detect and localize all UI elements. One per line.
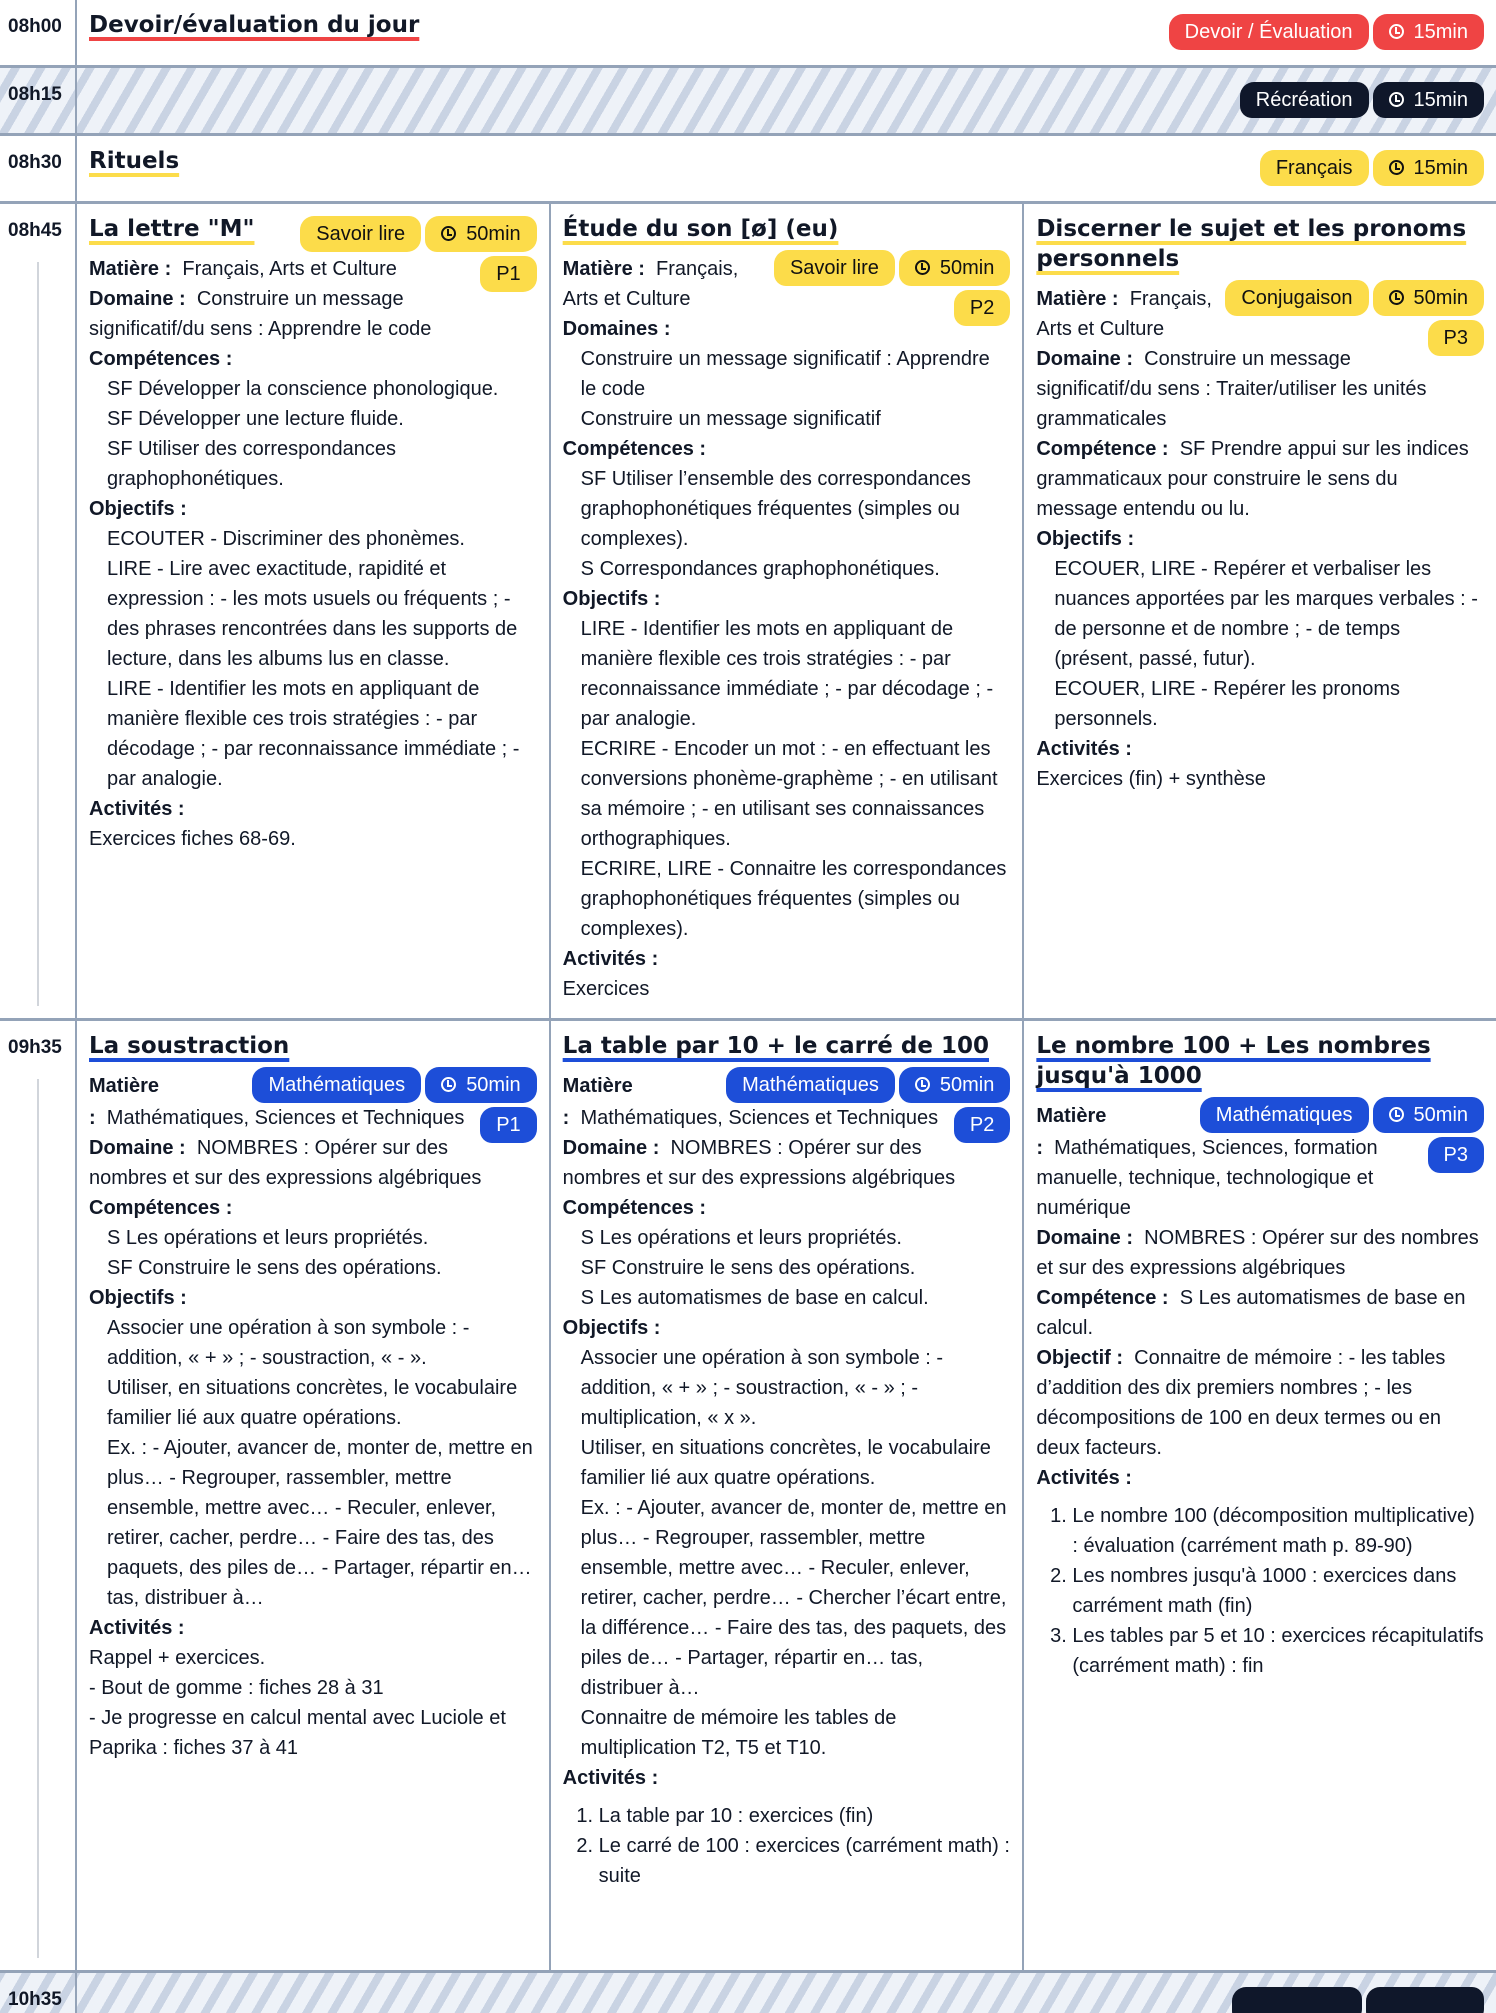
section-label: Matière : <box>562 1075 633 1129</box>
detail-section <box>563 1133 1011 1193</box>
subject-badge[interactable]: Devoir / Évaluation <box>1169 14 1369 50</box>
clock-icon <box>1389 290 1404 305</box>
section-label: Activités : <box>89 798 185 820</box>
section-label: Domaine : <box>89 1137 186 1159</box>
section-label: Compétence : <box>1036 438 1169 460</box>
section-label: Matière : <box>89 1075 160 1129</box>
duration-badge[interactable] <box>899 250 1010 286</box>
section-item: Associer une opération à son symbole : - addition, « + » ; - soustraction, « - ». <box>107 1317 470 1369</box>
section-item: SF Construire le sens des opérations. <box>107 1257 442 1279</box>
period-badge: P2 <box>954 1107 1010 1143</box>
detail-section <box>563 314 1011 434</box>
detail-section <box>563 944 1011 1004</box>
section-value: Mathématiques, Sciences et Techniques <box>106 1107 465 1129</box>
detail-section <box>563 434 1011 584</box>
duration-label: 50min <box>939 1074 995 1096</box>
clock-icon <box>441 226 456 241</box>
section-label: Objectifs : <box>89 1287 187 1309</box>
subject-badge[interactable]: Mathématiques <box>1200 1097 1369 1133</box>
lesson-card <box>1024 1021 1496 1970</box>
section-value: S Les automatismes de base en calcul. <box>1036 1287 1466 1339</box>
duration-label: 15min <box>1413 89 1468 111</box>
duration-badge[interactable] <box>1373 82 1484 118</box>
section-value: Mathématiques, Sciences, formation manuelle, technique, technologique et numérique <box>1036 1137 1378 1219</box>
section-text: Exercices <box>562 978 650 1000</box>
activity-title[interactable]: Rituels <box>89 148 180 174</box>
lesson-title[interactable]: Discerner le sujet et les pronoms personnels <box>1036 216 1467 272</box>
section-label: Objectifs : <box>562 1317 661 1339</box>
activity-slot[interactable] <box>77 0 1496 65</box>
section-label: Matière : <box>89 258 172 280</box>
activity-list <box>563 1801 1011 1891</box>
section-label: Matière : <box>562 258 645 280</box>
badge-group <box>1240 82 1484 118</box>
badge-group <box>1200 1097 1484 1133</box>
duration-label: 50min <box>1413 1104 1469 1126</box>
section-label: Compétence : <box>1036 1287 1169 1309</box>
section-label: Compétences : <box>562 1197 707 1219</box>
lesson-title[interactable]: La soustraction <box>89 1033 290 1059</box>
section-item: S Les opérations et leurs propriétés. <box>580 1227 902 1249</box>
subject-badge[interactable] <box>1232 1987 1362 2013</box>
lesson-card <box>1024 204 1496 1018</box>
section-item: Ex. : - Ajouter, avancer de, monter de, mettre en plus… - Regrouper, rassembler, mettre ensemble, mettre avec… - Reculer, enlever, retirer, cacher, perdre… - Chercher l’écart entre, la différence… - Faire des tas, des paquets, des piles de… - Partager, répartir en… tas, distribuer à… <box>580 1497 1007 1699</box>
section-item: Construire un message significatif <box>580 408 881 430</box>
section-label: Domaine : <box>1036 1227 1134 1249</box>
section-item: Construire un message significatif : Apprendre le code <box>580 348 990 400</box>
clock-icon <box>915 260 930 275</box>
lesson-title[interactable]: La lettre "M" <box>89 216 255 242</box>
section-label: Objectifs : <box>1036 528 1135 550</box>
break-slot <box>77 68 1496 133</box>
duration-badge[interactable] <box>1366 1987 1484 2013</box>
section-label: Domaine : <box>1036 348 1134 370</box>
clock-icon <box>1389 160 1404 175</box>
badge-group <box>252 1067 536 1103</box>
section-value: Mathématiques, Sciences et Techniques <box>580 1107 939 1129</box>
section-item: SF Développer la conscience phonologique. <box>107 378 499 400</box>
timeline-line <box>37 262 39 1006</box>
section-item: ECOUTER - Discriminer des phonèmes. <box>107 528 465 550</box>
section-value: SF Prendre appui sur les indices grammaticaux pour construire le sens du message entendu ou lu. <box>1036 438 1469 520</box>
detail-section <box>1036 734 1484 794</box>
section-label: Activités : <box>562 948 659 970</box>
detail-section <box>563 584 1011 944</box>
activity-list-item: 1. Le nombre 100 (décomposition multiplicative) : évaluation (carrément math p. 89-90) <box>1072 1501 1484 1561</box>
period-badge: P1 <box>480 256 536 292</box>
duration-badge[interactable] <box>1373 14 1484 50</box>
duration-badge[interactable] <box>1373 150 1484 186</box>
section-item: Utiliser, en situations concrètes, le vocabulaire familier lié aux quatre opérations. <box>107 1377 518 1429</box>
section-label: Objectifs : <box>562 588 661 610</box>
duration-label: 50min <box>1413 287 1469 309</box>
section-value: Français, Arts et Culture <box>182 258 397 280</box>
duration-label: 50min <box>939 257 995 279</box>
lesson-card <box>551 204 1025 1018</box>
section-label: Compétences : <box>89 1197 233 1219</box>
time-slot-row <box>0 0 1496 68</box>
lesson-details <box>563 254 1011 1004</box>
section-item: ECOUER, LIRE - Repérer et verbaliser les nuances apportées par les marques verbales : - de personne et de nombre ; - de temps (présent, passé, futur). <box>1054 558 1478 670</box>
activity-list-item: 2. Le carré de 100 : exercices (carrément math) : suite <box>599 1831 1011 1891</box>
section-label: Matière : <box>1036 288 1119 310</box>
activity-slot[interactable] <box>77 136 1496 201</box>
duration-badge[interactable] <box>1373 1097 1484 1133</box>
detail-section <box>89 284 537 344</box>
section-value: Construire un message significatif/du sens : Traiter/utiliser les unités grammaticales <box>1036 348 1427 430</box>
detail-section <box>563 1313 1011 1763</box>
clock-icon <box>1389 92 1404 107</box>
lesson-card <box>77 204 551 1018</box>
section-value: Construire un message significatif/du sens : Apprendre le code <box>89 288 432 340</box>
section-value: NOMBRES : Opérer sur des nombres et sur des expressions algébriques <box>89 1137 482 1189</box>
section-label: Domaines : <box>562 318 671 340</box>
period-badge: P2 <box>954 290 1010 326</box>
section-label: Activités : <box>562 1767 659 1789</box>
lesson-details <box>89 1071 537 1763</box>
section-label: Matière : <box>1036 1105 1107 1159</box>
subject-badge[interactable]: Savoir lire <box>300 216 421 252</box>
section-item: S Les automatismes de base en calcul. <box>580 1287 929 1309</box>
section-item: LIRE - Identifier les mots en appliquant de manière flexible ces trois stratégies : - par reconnaissance immédiate ; - par décodage ; - par analogie. <box>580 618 994 730</box>
time-label <box>0 204 77 1018</box>
lesson-row <box>0 1021 1496 1973</box>
section-item: ECOUER, LIRE - Repérer les pronoms personnels. <box>1054 678 1401 730</box>
lesson-details <box>563 1071 1011 1891</box>
section-item: ECRIRE - Encoder un mot : - en effectuant les conversions phonème-graphème ; - en utilisant sa mémoire ; - en utilisant ses connaissances orthographiques. <box>580 738 998 850</box>
lesson-card <box>551 1021 1025 1970</box>
detail-section <box>89 344 537 494</box>
section-text: Exercices (fin) + synthèse <box>1036 768 1266 790</box>
section-label: Compétences : <box>562 438 707 460</box>
section-item: SF Construire le sens des opérations. <box>580 1257 916 1279</box>
subject-badge[interactable]: Mathématiques <box>252 1067 421 1103</box>
section-label: Compétences : <box>89 348 233 370</box>
timeline-line <box>37 1079 39 1958</box>
duration-label: 15min <box>1413 21 1468 43</box>
time-label: 08h30 <box>0 136 77 201</box>
detail-section <box>89 494 537 794</box>
break-slot <box>77 1973 1496 2013</box>
lesson-title[interactable]: La table par 10 + le carré de 100 <box>562 1033 989 1059</box>
detail-section <box>89 1613 537 1763</box>
time-label: 08h15 <box>0 68 77 133</box>
subject-badge[interactable]: Récréation <box>1240 82 1369 118</box>
detail-section <box>1036 1343 1484 1463</box>
section-text: - Je progresse en calcul mental avec Luciole et Paprika : fiches 37 à 41 <box>89 1707 506 1759</box>
time-slot-row <box>0 1973 1496 2013</box>
section-item: SF Utiliser l’ensemble des correspondances graphophonétiques fréquentes (simples ou complexes). <box>580 468 971 550</box>
detail-section <box>563 1193 1011 1313</box>
badge-group <box>1225 280 1484 316</box>
duration-badge[interactable] <box>899 1067 1010 1103</box>
section-value: Connaitre de mémoire : - les tables d’addition des dix premiers nombres ; - les décompositions de 100 en deux termes ou en deux facteurs. <box>1036 1347 1446 1459</box>
time-slot-row <box>0 68 1496 136</box>
subject-badge[interactable]: Savoir lire <box>774 250 895 286</box>
lesson-row <box>0 204 1496 1021</box>
detail-section <box>1036 1463 1484 1681</box>
section-item: LIRE - Identifier les mots en appliquant de manière flexible ces trois stratégies : - par décodage ; - par reconnaissance immédiate ; - par analogie. <box>107 678 520 790</box>
lesson-title[interactable]: Le nombre 100 + Les nombres jusqu'à 1000 <box>1036 1033 1431 1089</box>
section-item: SF Utiliser des correspondances graphophonétiques. <box>107 438 397 490</box>
section-item: LIRE - Lire avec exactitude, rapidité et expression : - les mots usuels ou fréquents ; - des phrases rencontrées dans les supports de lecture, dans les albums lus en classe. <box>107 558 518 670</box>
detail-section <box>89 794 537 854</box>
section-label: Objectif : <box>1036 1347 1124 1369</box>
duration-label: 50min <box>466 1074 521 1096</box>
detail-section <box>1036 434 1484 524</box>
detail-section <box>1036 344 1484 434</box>
duration-label: 50min <box>466 223 521 245</box>
time-text: 08h45 <box>8 220 62 241</box>
lesson-details <box>89 254 537 854</box>
detail-section <box>89 1133 537 1193</box>
detail-section <box>89 1193 537 1283</box>
period-badge: P1 <box>480 1107 536 1143</box>
duration-badge[interactable] <box>425 216 536 252</box>
section-item: ECRIRE, LIRE - Connaitre les correspondances graphophonétiques fréquentes (simples ou complexes). <box>580 858 1007 940</box>
detail-section <box>1036 1223 1484 1283</box>
activity-list-item: 1. La table par 10 : exercices (fin) <box>599 1801 1011 1831</box>
section-label: Activités : <box>1036 738 1132 760</box>
badge-group <box>726 1067 1010 1103</box>
section-item: S Correspondances graphophonétiques. <box>580 558 940 580</box>
lesson-card <box>77 1021 551 1970</box>
activity-list <box>1036 1501 1484 1681</box>
detail-section <box>1036 524 1484 734</box>
period-badge: P3 <box>1428 320 1484 356</box>
lesson-details <box>1036 284 1484 794</box>
duration-badge[interactable] <box>425 1067 536 1103</box>
section-label: Activités : <box>1036 1467 1132 1489</box>
section-value: Français, Arts et Culture <box>562 258 739 310</box>
subject-badge[interactable]: Français <box>1260 150 1369 186</box>
section-item: Ex. : - Ajouter, avancer de, monter de, mettre en plus… - Regrouper, rassembler, mettre ensemble, mettre avec… - Reculer, enlever, retirer, cacher, perdre… - Faire des tas, des paquets, des piles de… - Partager, répartir en… tas, distribuer à… <box>107 1437 533 1609</box>
clock-icon <box>1389 1107 1404 1122</box>
activity-list-item: 2. Les nombres jusqu'à 1000 : exercices dans carrément math (fin) <box>1072 1561 1484 1621</box>
detail-section <box>89 1283 537 1613</box>
detail-section <box>563 1763 1011 1891</box>
section-text: Exercices fiches 68-69. <box>89 828 296 850</box>
section-item: SF Développer une lecture fluide. <box>107 408 404 430</box>
badge-group <box>1232 1987 1484 2013</box>
section-value: NOMBRES : Opérer sur des nombres et sur des expressions algébriques <box>562 1137 956 1189</box>
section-item: Associer une opération à son symbole : - addition, « + » ; - soustraction, « - » ; - multiplication, « x ». <box>580 1347 944 1429</box>
section-item: Utiliser, en situations concrètes, le vocabulaire familier lié aux quatre opérations. <box>580 1437 991 1489</box>
section-value: Français, Arts et Culture <box>1036 288 1212 340</box>
period-badge: P3 <box>1428 1137 1484 1173</box>
time-slot-row <box>0 136 1496 204</box>
time-text: 09h35 <box>8 1037 62 1058</box>
duration-badge[interactable] <box>1373 280 1484 316</box>
time-label: 08h00 <box>0 0 77 65</box>
section-label: Activités : <box>89 1617 185 1639</box>
badge-group <box>1169 14 1484 50</box>
lesson-details <box>1036 1101 1484 1681</box>
badge-group <box>1260 150 1484 186</box>
time-label: 10h35 <box>0 1973 77 2013</box>
activity-title[interactable]: Devoir/évaluation du jour <box>89 12 420 38</box>
subject-badge[interactable]: Conjugaison <box>1225 280 1368 316</box>
time-label <box>0 1021 77 1970</box>
section-text: - Bout de gomme : fiches 28 à 31 <box>89 1677 384 1699</box>
section-value: NOMBRES : Opérer sur des nombres et sur des expressions algébriques <box>1036 1227 1479 1279</box>
section-text: Rappel + exercices. <box>89 1647 266 1669</box>
badge-group <box>774 250 1010 286</box>
clock-icon <box>915 1077 930 1092</box>
badge-group <box>300 216 536 252</box>
section-item: Connaitre de mémoire les tables de multiplication T2, T5 et T10. <box>580 1707 897 1759</box>
clock-icon <box>1389 24 1404 39</box>
detail-section <box>89 254 537 284</box>
section-label: Objectifs : <box>89 498 187 520</box>
subject-badge[interactable]: Mathématiques <box>726 1067 895 1103</box>
activity-list-item: 3. Les tables par 5 et 10 : exercices récapitulatifs (carrément math) : fin <box>1072 1621 1484 1681</box>
duration-label: 15min <box>1413 157 1468 179</box>
detail-section <box>1036 1283 1484 1343</box>
clock-icon <box>441 1077 456 1092</box>
lesson-title[interactable]: Étude du son [ø] (eu) <box>562 216 839 242</box>
section-label: Domaine : <box>562 1137 660 1159</box>
section-item: S Les opérations et leurs propriétés. <box>107 1227 429 1249</box>
section-label: Domaine : <box>89 288 186 310</box>
